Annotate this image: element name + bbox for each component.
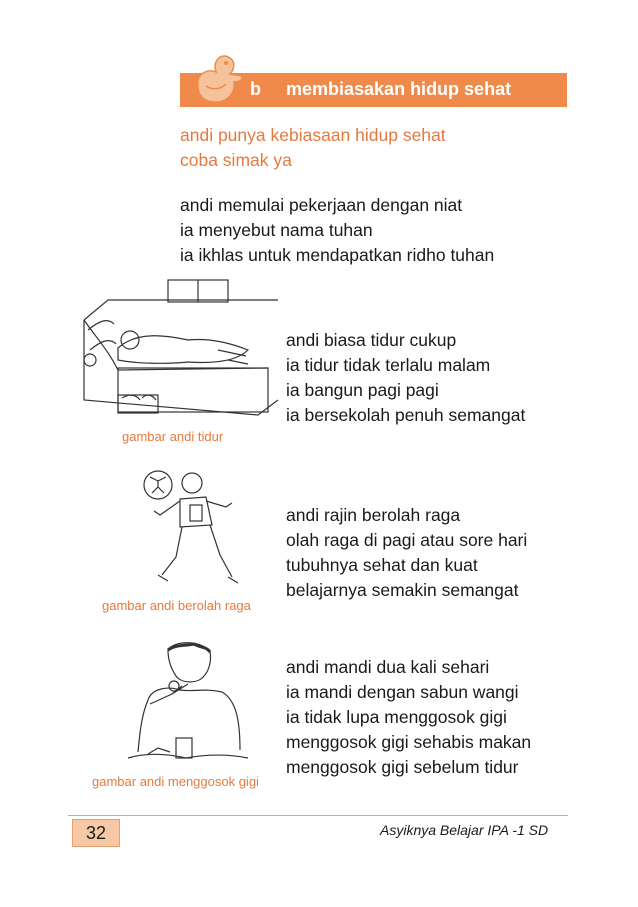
paragraph-line: andi biasa tidur cukup [286, 330, 457, 350]
section-title: membiasakan hidup sehat [286, 79, 512, 99]
duck-logo-icon [188, 46, 252, 110]
paragraph-line: belajarnya semakin semangat [286, 580, 519, 600]
book-title: Asyiknya Belajar IPA -1 SD [380, 822, 549, 838]
caption-sleeping: gambar andi tidur [122, 429, 224, 444]
paragraph-line: andi rajin berolah raga [286, 505, 461, 525]
paragraph-line: ia bersekolah penuh semangat [286, 405, 526, 425]
paragraph-line: menggosok gigi sehabis makan [286, 732, 532, 752]
paragraph-toothbrush [286, 655, 531, 780]
paragraph-exercise [286, 503, 527, 603]
caption-toothbrush: gambar andi menggosok gigi [92, 774, 259, 789]
paragraph-line: ia tidur tidak terlalu malam [286, 355, 491, 375]
paragraph-line: tubuhnya sehat dan kuat [286, 555, 478, 575]
paragraph-line: ia tidak lupa menggosok gigi [286, 707, 507, 727]
paragraph-line: ia ikhlas untuk mendapatkan ridho tuhan [180, 245, 495, 265]
paragraph-line: ia bangun pagi pagi [286, 380, 439, 400]
paragraph-line: ia menyebut nama tuhan [180, 220, 373, 240]
caption-exercise: gambar andi berolah raga [102, 598, 251, 613]
toothbrush-illustration [128, 640, 248, 765]
paragraph-line: andi memulai pekerjaan dengan niat [180, 195, 463, 215]
paragraph-line: menggosok gigi sebelum tidur [286, 757, 519, 777]
intro-text [180, 123, 446, 173]
paragraph-line: olah raga di pagi atau sore hari [286, 530, 528, 550]
soccer-illustration [140, 465, 270, 595]
intro-line: andi punya kebiasaan hidup sehat [180, 125, 446, 145]
paragraph-line: andi mandi dua kali sehari [286, 657, 490, 677]
paragraph-niat [180, 193, 494, 268]
footer-divider [68, 815, 568, 816]
paragraph-sleep [286, 328, 525, 428]
page-number: 32 [72, 819, 120, 847]
intro-line: coba simak ya [180, 150, 292, 170]
sleeping-illustration [78, 280, 278, 430]
paragraph-line: ia mandi dengan sabun wangi [286, 682, 519, 702]
section-letter: b [250, 79, 261, 99]
